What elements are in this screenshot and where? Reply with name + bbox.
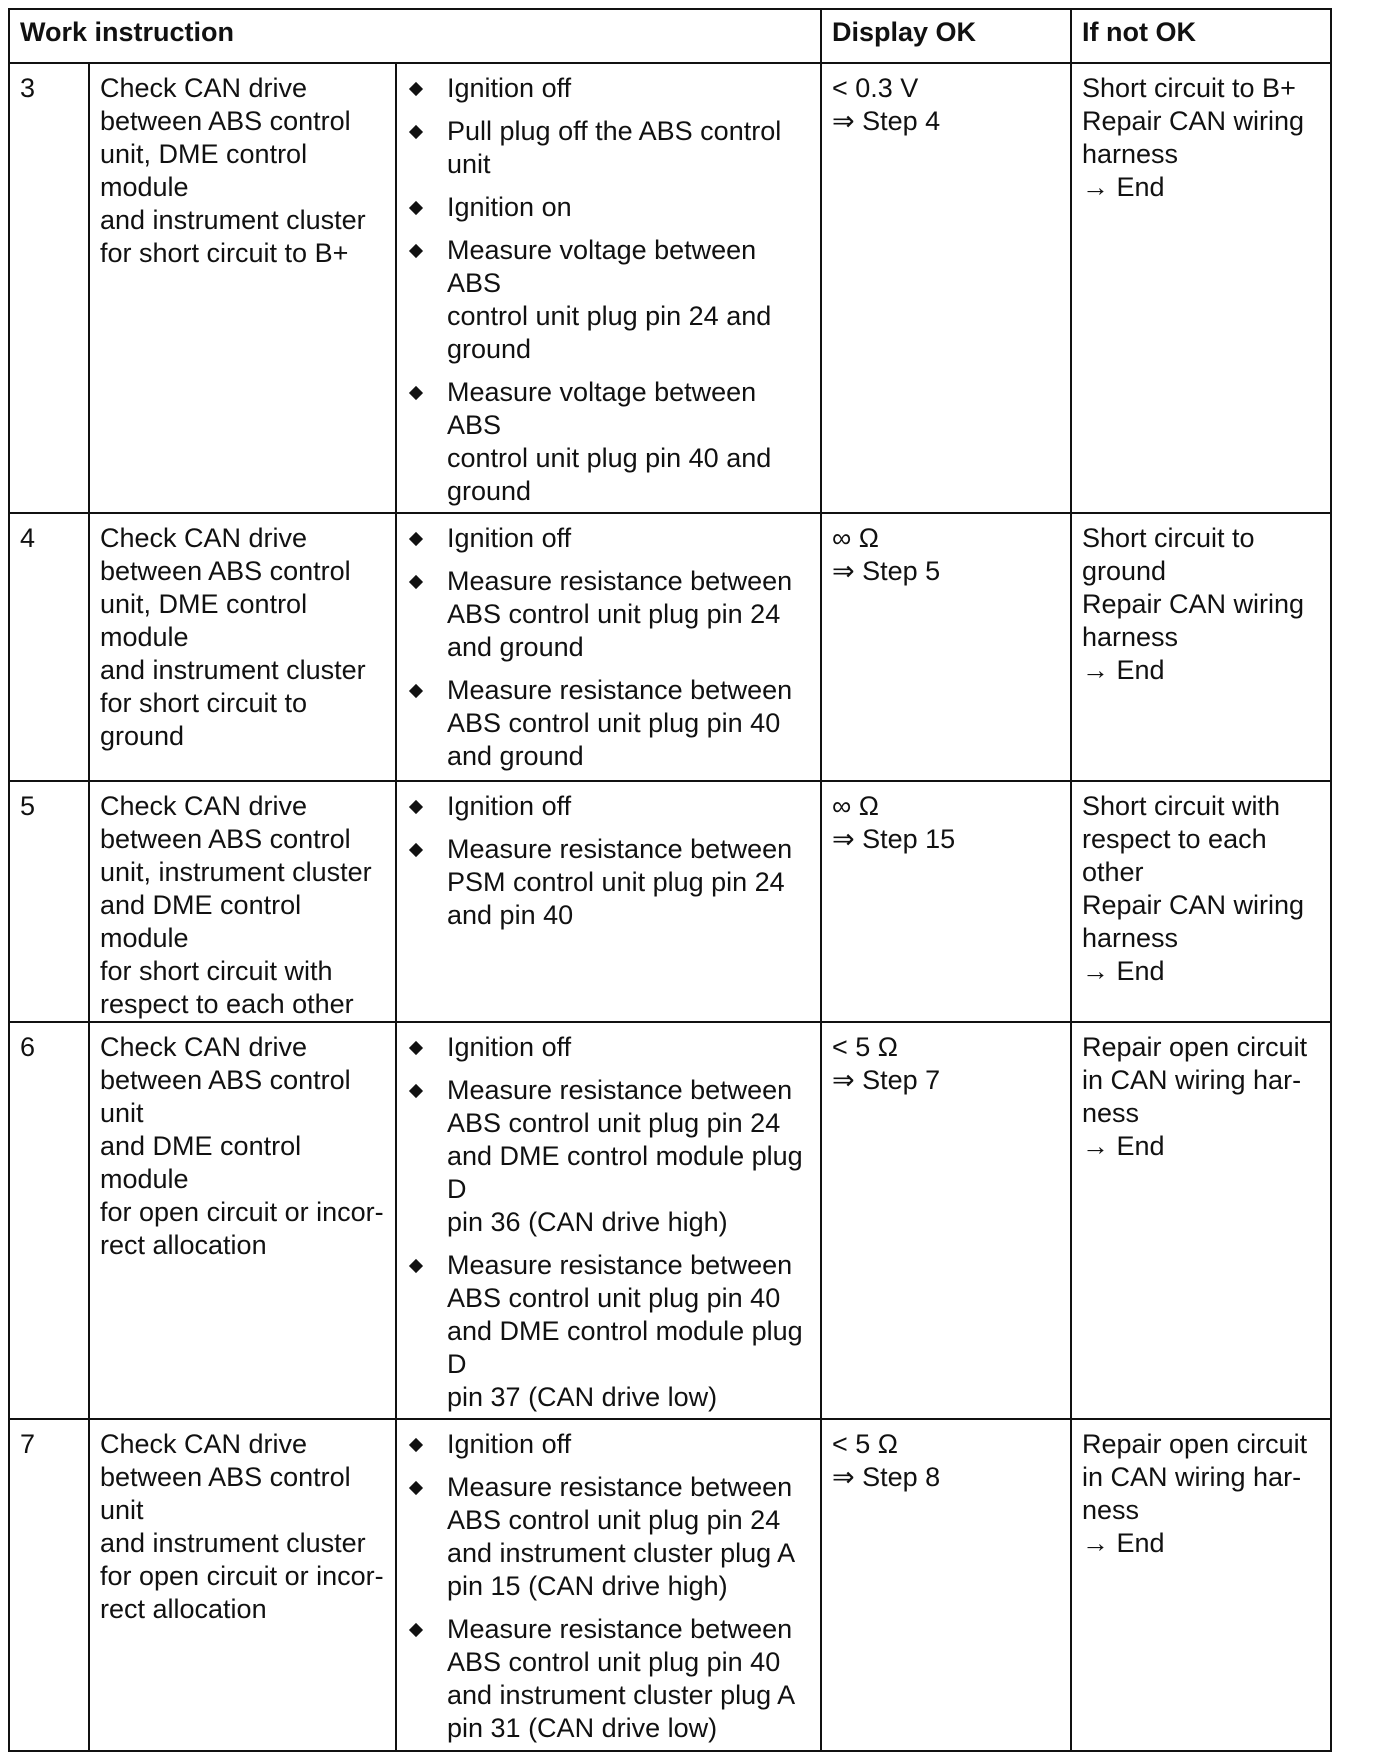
step-number: 5 bbox=[9, 781, 89, 1022]
if-not-ok-cell: Short circuit to B+ Repair CAN wiring harness → End bbox=[1071, 63, 1331, 513]
list-item bbox=[407, 191, 814, 224]
step-number: 6 bbox=[9, 1022, 89, 1419]
bullet-diamond-icon bbox=[409, 800, 423, 814]
list-item bbox=[407, 674, 814, 773]
table-body bbox=[9, 63, 1331, 1751]
bullet-diamond-icon bbox=[409, 532, 423, 546]
bullet-diamond-icon bbox=[409, 1481, 423, 1495]
list-item bbox=[407, 1249, 814, 1414]
table-header-row bbox=[9, 9, 1331, 63]
check-description: Check CAN drive between ABS control unit and instrument cluster for open circuit or incor- rect allocation bbox=[89, 1419, 396, 1751]
list-item bbox=[407, 522, 814, 555]
display-ok-cell bbox=[821, 781, 1071, 1022]
bullet-diamond-icon bbox=[409, 244, 423, 258]
list-item bbox=[407, 376, 814, 508]
display-ok-next-step: ⇒ Step 15 bbox=[832, 824, 956, 854]
list-item bbox=[407, 234, 814, 366]
display-ok-next-step: ⇒ Step 8 bbox=[832, 1462, 941, 1492]
check-description: Check CAN drive between ABS control unit and DME control module for open circuit or incor- rect allocation bbox=[89, 1022, 396, 1419]
measurement-list bbox=[407, 522, 814, 773]
measurement-text: Ignition off bbox=[447, 73, 572, 103]
measurement-text: Measure voltage between ABS control unit plug pin 40 and ground bbox=[447, 377, 772, 506]
display-ok-cell bbox=[821, 63, 1071, 513]
list-item bbox=[407, 565, 814, 664]
measurement-text: Ignition off bbox=[447, 1032, 572, 1062]
measurement-list bbox=[407, 790, 814, 932]
bullet-diamond-icon bbox=[409, 1041, 423, 1055]
measurement-steps bbox=[396, 781, 821, 1022]
table-row bbox=[9, 1022, 1331, 1419]
measurement-text: Measure resistance between ABS control unit plug pin 24 and DME control module plug D pin 36 (CAN drive high) bbox=[447, 1075, 803, 1237]
measurement-text: Ignition off bbox=[447, 523, 572, 553]
check-description: Check CAN drive between ABS control unit, DME control module and instrument cluster for short circuit to B+ bbox=[89, 63, 396, 513]
header-display-ok: Display OK bbox=[821, 9, 1071, 63]
measurement-list bbox=[407, 72, 814, 508]
list-item bbox=[407, 790, 814, 823]
measurement-text: Measure resistance between ABS control unit plug pin 40 and ground bbox=[447, 675, 793, 771]
check-description: Check CAN drive between ABS control unit, DME control module and instrument cluster for short circuit to ground bbox=[89, 513, 396, 781]
bullet-diamond-icon bbox=[409, 1623, 423, 1637]
bullet-diamond-icon bbox=[409, 575, 423, 589]
check-description: Check CAN drive between ABS control unit, instrument cluster and DME control module for short circuit with respect to each other bbox=[89, 781, 396, 1022]
display-ok-next-step: ⇒ Step 5 bbox=[832, 556, 941, 586]
bullet-diamond-icon bbox=[409, 1438, 423, 1452]
bullet-diamond-icon bbox=[409, 1084, 423, 1098]
measurement-text: Ignition off bbox=[447, 791, 572, 821]
measurement-text: Measure voltage between ABS control unit plug pin 24 and ground bbox=[447, 235, 772, 364]
measurement-steps bbox=[396, 513, 821, 781]
list-item bbox=[407, 1613, 814, 1745]
if-not-ok-cell: Repair open circuit in CAN wiring har- ness → End bbox=[1071, 1022, 1331, 1419]
table-row bbox=[9, 63, 1331, 513]
list-item bbox=[407, 1471, 814, 1603]
measurement-steps bbox=[396, 1419, 821, 1751]
list-item bbox=[407, 833, 814, 932]
display-ok-cell bbox=[821, 1419, 1071, 1751]
list-item bbox=[407, 72, 814, 105]
measurement-text: Measure resistance between ABS control unit plug pin 40 and DME control module plug D pin 37 (CAN drive low) bbox=[447, 1250, 803, 1412]
table-row bbox=[9, 1419, 1331, 1751]
work-instruction-table bbox=[8, 8, 1332, 1752]
bullet-diamond-icon bbox=[409, 386, 423, 400]
display-ok-value: ∞ Ω bbox=[832, 523, 879, 553]
bullet-diamond-icon bbox=[409, 684, 423, 698]
step-number: 3 bbox=[9, 63, 89, 513]
if-not-ok-cell: Short circuit with respect to each other Repair CAN wiring harness → End bbox=[1071, 781, 1331, 1022]
measurement-list bbox=[407, 1031, 814, 1414]
display-ok-next-step: ⇒ Step 7 bbox=[832, 1065, 941, 1095]
measurement-text: Pull plug off the ABS control unit bbox=[447, 116, 782, 179]
bullet-diamond-icon bbox=[409, 82, 423, 96]
display-ok-value: < 5 Ω bbox=[832, 1429, 898, 1459]
measurement-steps bbox=[396, 1022, 821, 1419]
list-item bbox=[407, 1074, 814, 1239]
measurement-steps bbox=[396, 63, 821, 513]
list-item bbox=[407, 115, 814, 181]
bullet-diamond-icon bbox=[409, 1259, 423, 1273]
header-work-instruction: Work instruction bbox=[9, 9, 821, 63]
table-row bbox=[9, 513, 1331, 781]
table-row bbox=[9, 781, 1331, 1022]
list-item bbox=[407, 1031, 814, 1064]
step-number: 7 bbox=[9, 1419, 89, 1751]
display-ok-value: < 5 Ω bbox=[832, 1032, 898, 1062]
display-ok-value: ∞ Ω bbox=[832, 791, 879, 821]
measurement-text: Ignition off bbox=[447, 1429, 572, 1459]
header-if-not-ok: If not OK bbox=[1071, 9, 1331, 63]
display-ok-value: < 0.3 V bbox=[832, 73, 919, 103]
measurement-text: Ignition on bbox=[447, 192, 572, 222]
measurement-text: Measure resistance between ABS control unit plug pin 24 and instrument cluster plug A pin 15 (CAN drive high) bbox=[447, 1472, 796, 1601]
bullet-diamond-icon bbox=[409, 843, 423, 857]
display-ok-next-step: ⇒ Step 4 bbox=[832, 106, 941, 136]
bullet-diamond-icon bbox=[409, 201, 423, 215]
if-not-ok-cell: Short circuit to ground Repair CAN wiring harness → End bbox=[1071, 513, 1331, 781]
display-ok-cell bbox=[821, 1022, 1071, 1419]
measurement-text: Measure resistance between PSM control unit plug pin 24 and pin 40 bbox=[447, 834, 793, 930]
display-ok-cell bbox=[821, 513, 1071, 781]
step-number: 4 bbox=[9, 513, 89, 781]
measurement-text: Measure resistance between ABS control unit plug pin 24 and ground bbox=[447, 566, 793, 662]
measurement-text: Measure resistance between ABS control unit plug pin 40 and instrument cluster plug A pin 31 (CAN drive low) bbox=[447, 1614, 796, 1743]
measurement-list bbox=[407, 1428, 814, 1745]
if-not-ok-cell: Repair open circuit in CAN wiring har- ness → End bbox=[1071, 1419, 1331, 1751]
list-item bbox=[407, 1428, 814, 1461]
bullet-diamond-icon bbox=[409, 125, 423, 139]
